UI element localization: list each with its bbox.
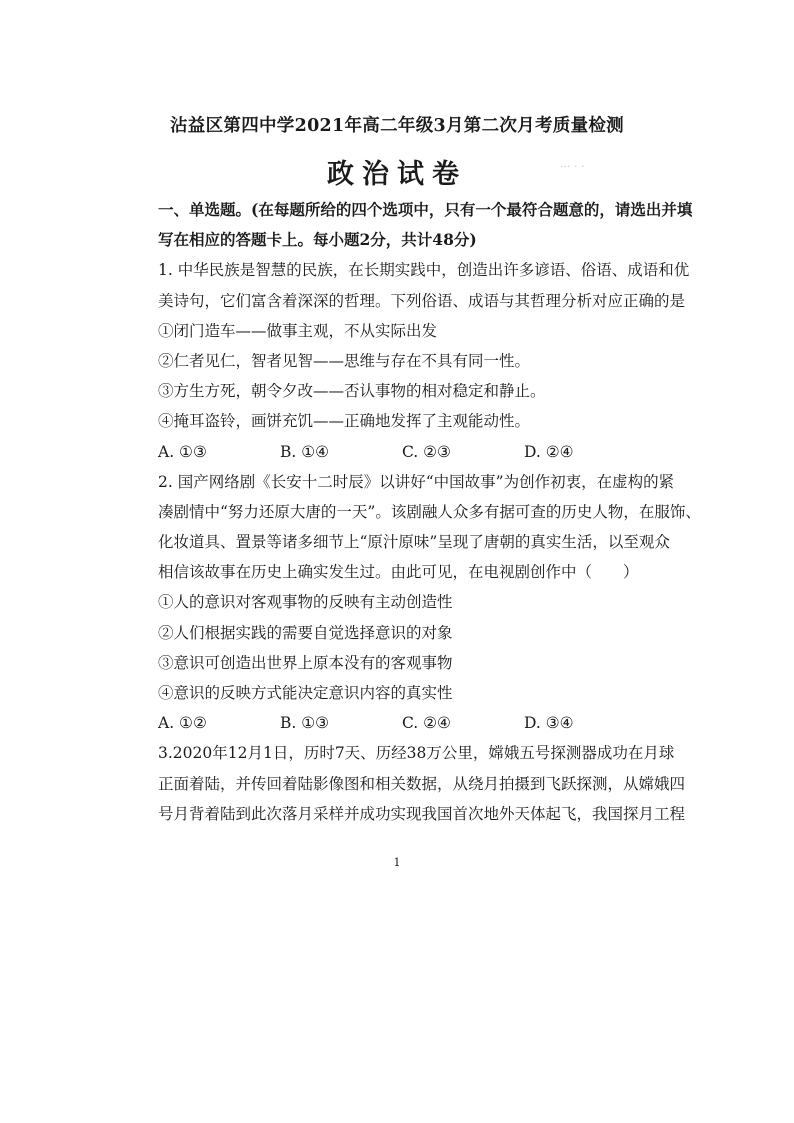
faint-corner-mark: ··· · · (560, 160, 585, 173)
option-b: B. ①④ (280, 442, 330, 461)
exam-header-title: 沾益区第四中学2021年高二年级3月第二次月考质量检测 (170, 116, 624, 136)
question-3 (158, 738, 686, 829)
section-instruction-line-2: 写在相应的答题卡上。每小题2分，共计48分) (158, 230, 477, 250)
question-stem-line: 美诗句，它们富含着深深的哲理。下列俗语、成语与其哲理分析对应正确的是 (158, 291, 686, 310)
option-d: D. ②④ (524, 442, 574, 461)
question-1 (158, 255, 690, 466)
option-c: C. ②④ (402, 714, 451, 733)
statement-item: ③意识可创造出世界上原本没有的客观事物 (158, 653, 453, 672)
statement-item: ②仁者见仁，智者见智——思维与存在不具有同一性。 (158, 351, 531, 370)
statement-item: ②人们根据实践的需要自觉选择意识的对象 (158, 623, 453, 642)
question-stem-line: 凑剧情中“努力还原大唐的一天”。该剧融人众多有据可查的历史人物，在服饰、 (158, 502, 701, 521)
question-stem-line: 2. 国产网络剧《长安十二时辰》以讲好“中国故事”为创作初衷，在虚构的紧 (158, 472, 675, 491)
question-2 (158, 467, 701, 739)
section-instruction-line-1: 一、单选题。(在每题所给的四个选项中，只有一个最符合题意的，请选出并填 (158, 200, 693, 219)
answer-options (158, 708, 658, 738)
option-a: A. ①② (158, 714, 207, 733)
question-stem-line: 相信该故事在历史上确实发生过。由此可见，在电视剧创作中（ ） (158, 563, 639, 582)
statement-item: ④意识的反映方式能决定意识内容的真实性 (158, 684, 453, 702)
option-d: D. ③④ (524, 714, 574, 733)
question-stem-line: 正面着陆，并传回着陆影像图和相关数据，从绕月拍摄到飞跃探测，从嫦娥四 (158, 774, 686, 793)
statement-item: ①闭门造车——做事主观，不从实际出发 (158, 321, 438, 340)
exam-content (158, 195, 701, 829)
statement-item: ③方生方死，朝令夕改——否认事物的相对稳定和静止。 (158, 382, 546, 401)
question-stem-line: 化妆道具、置景等诸多细节上“原汁原味”呈现了唐朝的真实生活，以至观众 (158, 533, 670, 552)
subject-title: 政治试卷 (327, 159, 467, 190)
question-stem-line: 1. 中华民族是智慧的民族，在长期实践中，创造出许多谚语、俗语、成语和优 (158, 261, 690, 280)
statement-item: ①人的意识对客观事物的反映有主动创造性 (158, 593, 453, 612)
page-number: 1 (393, 856, 401, 869)
statement-item: ④掩耳盗铃，画饼充饥——正确地发挥了主观能动性。 (158, 412, 531, 431)
option-c: C. ②③ (402, 442, 451, 461)
answer-options (158, 437, 658, 467)
option-a: A. ①③ (158, 442, 207, 461)
question-stem-line: 3.2020年12月1日，历时7天、历经38万公里，嫦娥五号探测器成功在月球 (158, 744, 675, 763)
option-b: B. ①③ (280, 714, 330, 733)
question-stem-line: 号月背着陆到此次落月采样并成功实现我国首次地外天体起飞，我国探月工程 (158, 804, 686, 823)
